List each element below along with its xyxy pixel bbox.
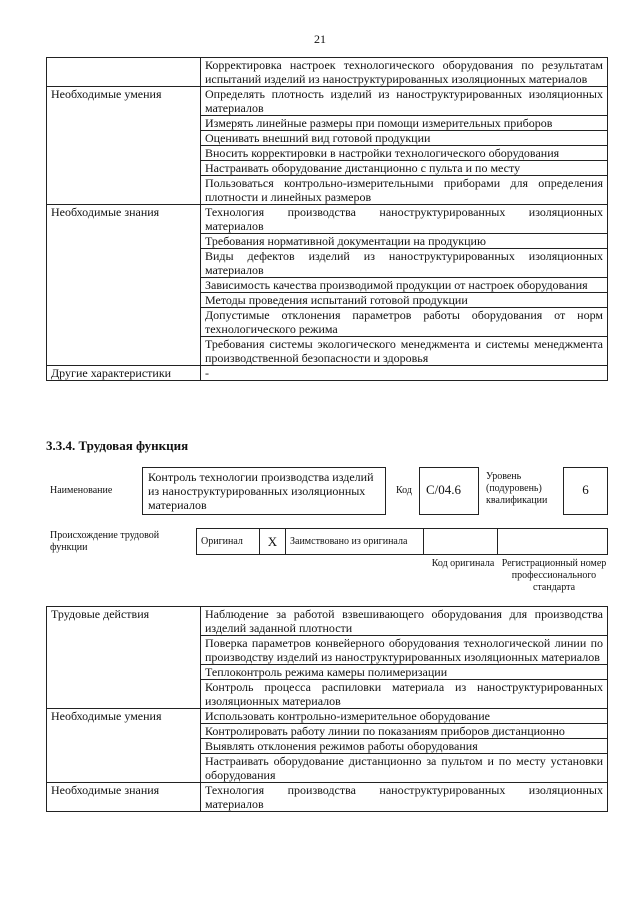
item-cell: Контролировать работу линии по показаниям приборов дистанционно xyxy=(201,724,608,739)
item-cell: Вносить корректировки в настройки технологического оборудования xyxy=(201,146,608,161)
table-row xyxy=(47,709,608,724)
item-cell: Выявлять отклонения режимов работы оборудования xyxy=(201,739,608,754)
table-row xyxy=(47,607,608,636)
page-number: 21 xyxy=(314,32,326,46)
table-row xyxy=(47,58,608,87)
requirements-table-bottom xyxy=(46,606,608,812)
level-value-box: 6 xyxy=(563,467,608,515)
original-mark: Х xyxy=(260,528,286,555)
reg-number-cell xyxy=(498,528,608,555)
item-cell: Поверка параметров конвейерного оборудования технологической линии по производству изделий из наноструктурированных изоляционных материалов xyxy=(201,636,608,665)
section-title: 3.3.4. Трудовая функция xyxy=(46,438,189,453)
original-cell: Оригинал xyxy=(196,528,260,555)
item-cell: Контроль процесса распиловки материала из наноструктурированных изоляционных материалов xyxy=(201,680,608,709)
item-cell: Измерять линейные размеры при помощи измерительных приборов xyxy=(201,116,608,131)
code-original-cell xyxy=(424,528,498,555)
name-label: Наименование xyxy=(50,485,113,496)
item-cell: Использовать контрольно-измерительное оборудование xyxy=(201,709,608,724)
reg-number-label: Регистрационный номер профессионального стандарта xyxy=(501,558,607,593)
item-cell: Корректировка настроек технологического оборудования по результатам испытаний изделий из наноструктурированных изоляционных материалов xyxy=(201,58,608,87)
category-cell: Трудовые действия xyxy=(47,607,201,709)
code-original-label: Код оригинала xyxy=(431,558,495,569)
category-cell: Другие характеристики xyxy=(47,366,201,381)
requirements-table-top xyxy=(46,57,608,381)
origin-label: Происхождение трудовой функции xyxy=(50,530,160,553)
item-cell: Пользоваться контрольно-измерительными приборами для определения плотности и линейных размеров xyxy=(201,176,608,205)
table-row xyxy=(47,366,608,381)
category-cell: Необходимые умения xyxy=(47,87,201,205)
category-cell: Необходимые умения xyxy=(47,709,201,783)
table-row xyxy=(47,205,608,234)
level-label: Уровень (подуровень) квалификации xyxy=(486,471,548,506)
item-cell: Виды дефектов изделий из наноструктурированных изоляционных материалов xyxy=(201,249,608,278)
code-label: Код xyxy=(396,485,412,496)
item-cell: - xyxy=(201,366,608,381)
item-cell: Технология производства наноструктурированных изоляционных материалов xyxy=(201,205,608,234)
item-cell: Определять плотность изделий из наноструктурированных изоляционных материалов xyxy=(201,87,608,116)
table-row xyxy=(47,87,608,116)
category-cell: Необходимые знания xyxy=(47,783,201,812)
borrowed-cell: Заимствовано из оригинала xyxy=(286,528,424,555)
item-cell: Требования нормативной документации на продукцию xyxy=(201,234,608,249)
item-cell: Оценивать внешний вид готовой продукции xyxy=(201,131,608,146)
code-value-box: С/04.6 xyxy=(419,467,479,515)
item-cell: Настраивать оборудование дистанционно с пульта и по месту xyxy=(201,161,608,176)
category-cell xyxy=(47,58,201,87)
item-cell: Методы проведения испытаний готовой продукции xyxy=(201,293,608,308)
item-cell: Технология производства наноструктурированных изоляционных материалов xyxy=(201,783,608,812)
item-cell: Допустимые отклонения параметров работы оборудования от норм технологического режима xyxy=(201,308,608,337)
function-name-box: Контроль технологии производства изделий из наноструктурированных изоляционных материалов xyxy=(142,467,386,515)
item-cell: Настраивать оборудование дистанционно за пультом и по месту установки оборудования xyxy=(201,754,608,783)
item-cell: Зависимость качества производимой продукции от настроек оборудования xyxy=(201,278,608,293)
item-cell: Теплоконтроль режима камеры полимеризации xyxy=(201,665,608,680)
table-row xyxy=(47,783,608,812)
origin-row xyxy=(196,528,608,555)
category-cell: Необходимые знания xyxy=(47,205,201,366)
item-cell: Требования системы экологического менеджмента и системы менеджмента производственной безопасности и здоровья xyxy=(201,337,608,366)
item-cell: Наблюдение за работой взвешивающего оборудования для производства изделий заданной плотности xyxy=(201,607,608,636)
